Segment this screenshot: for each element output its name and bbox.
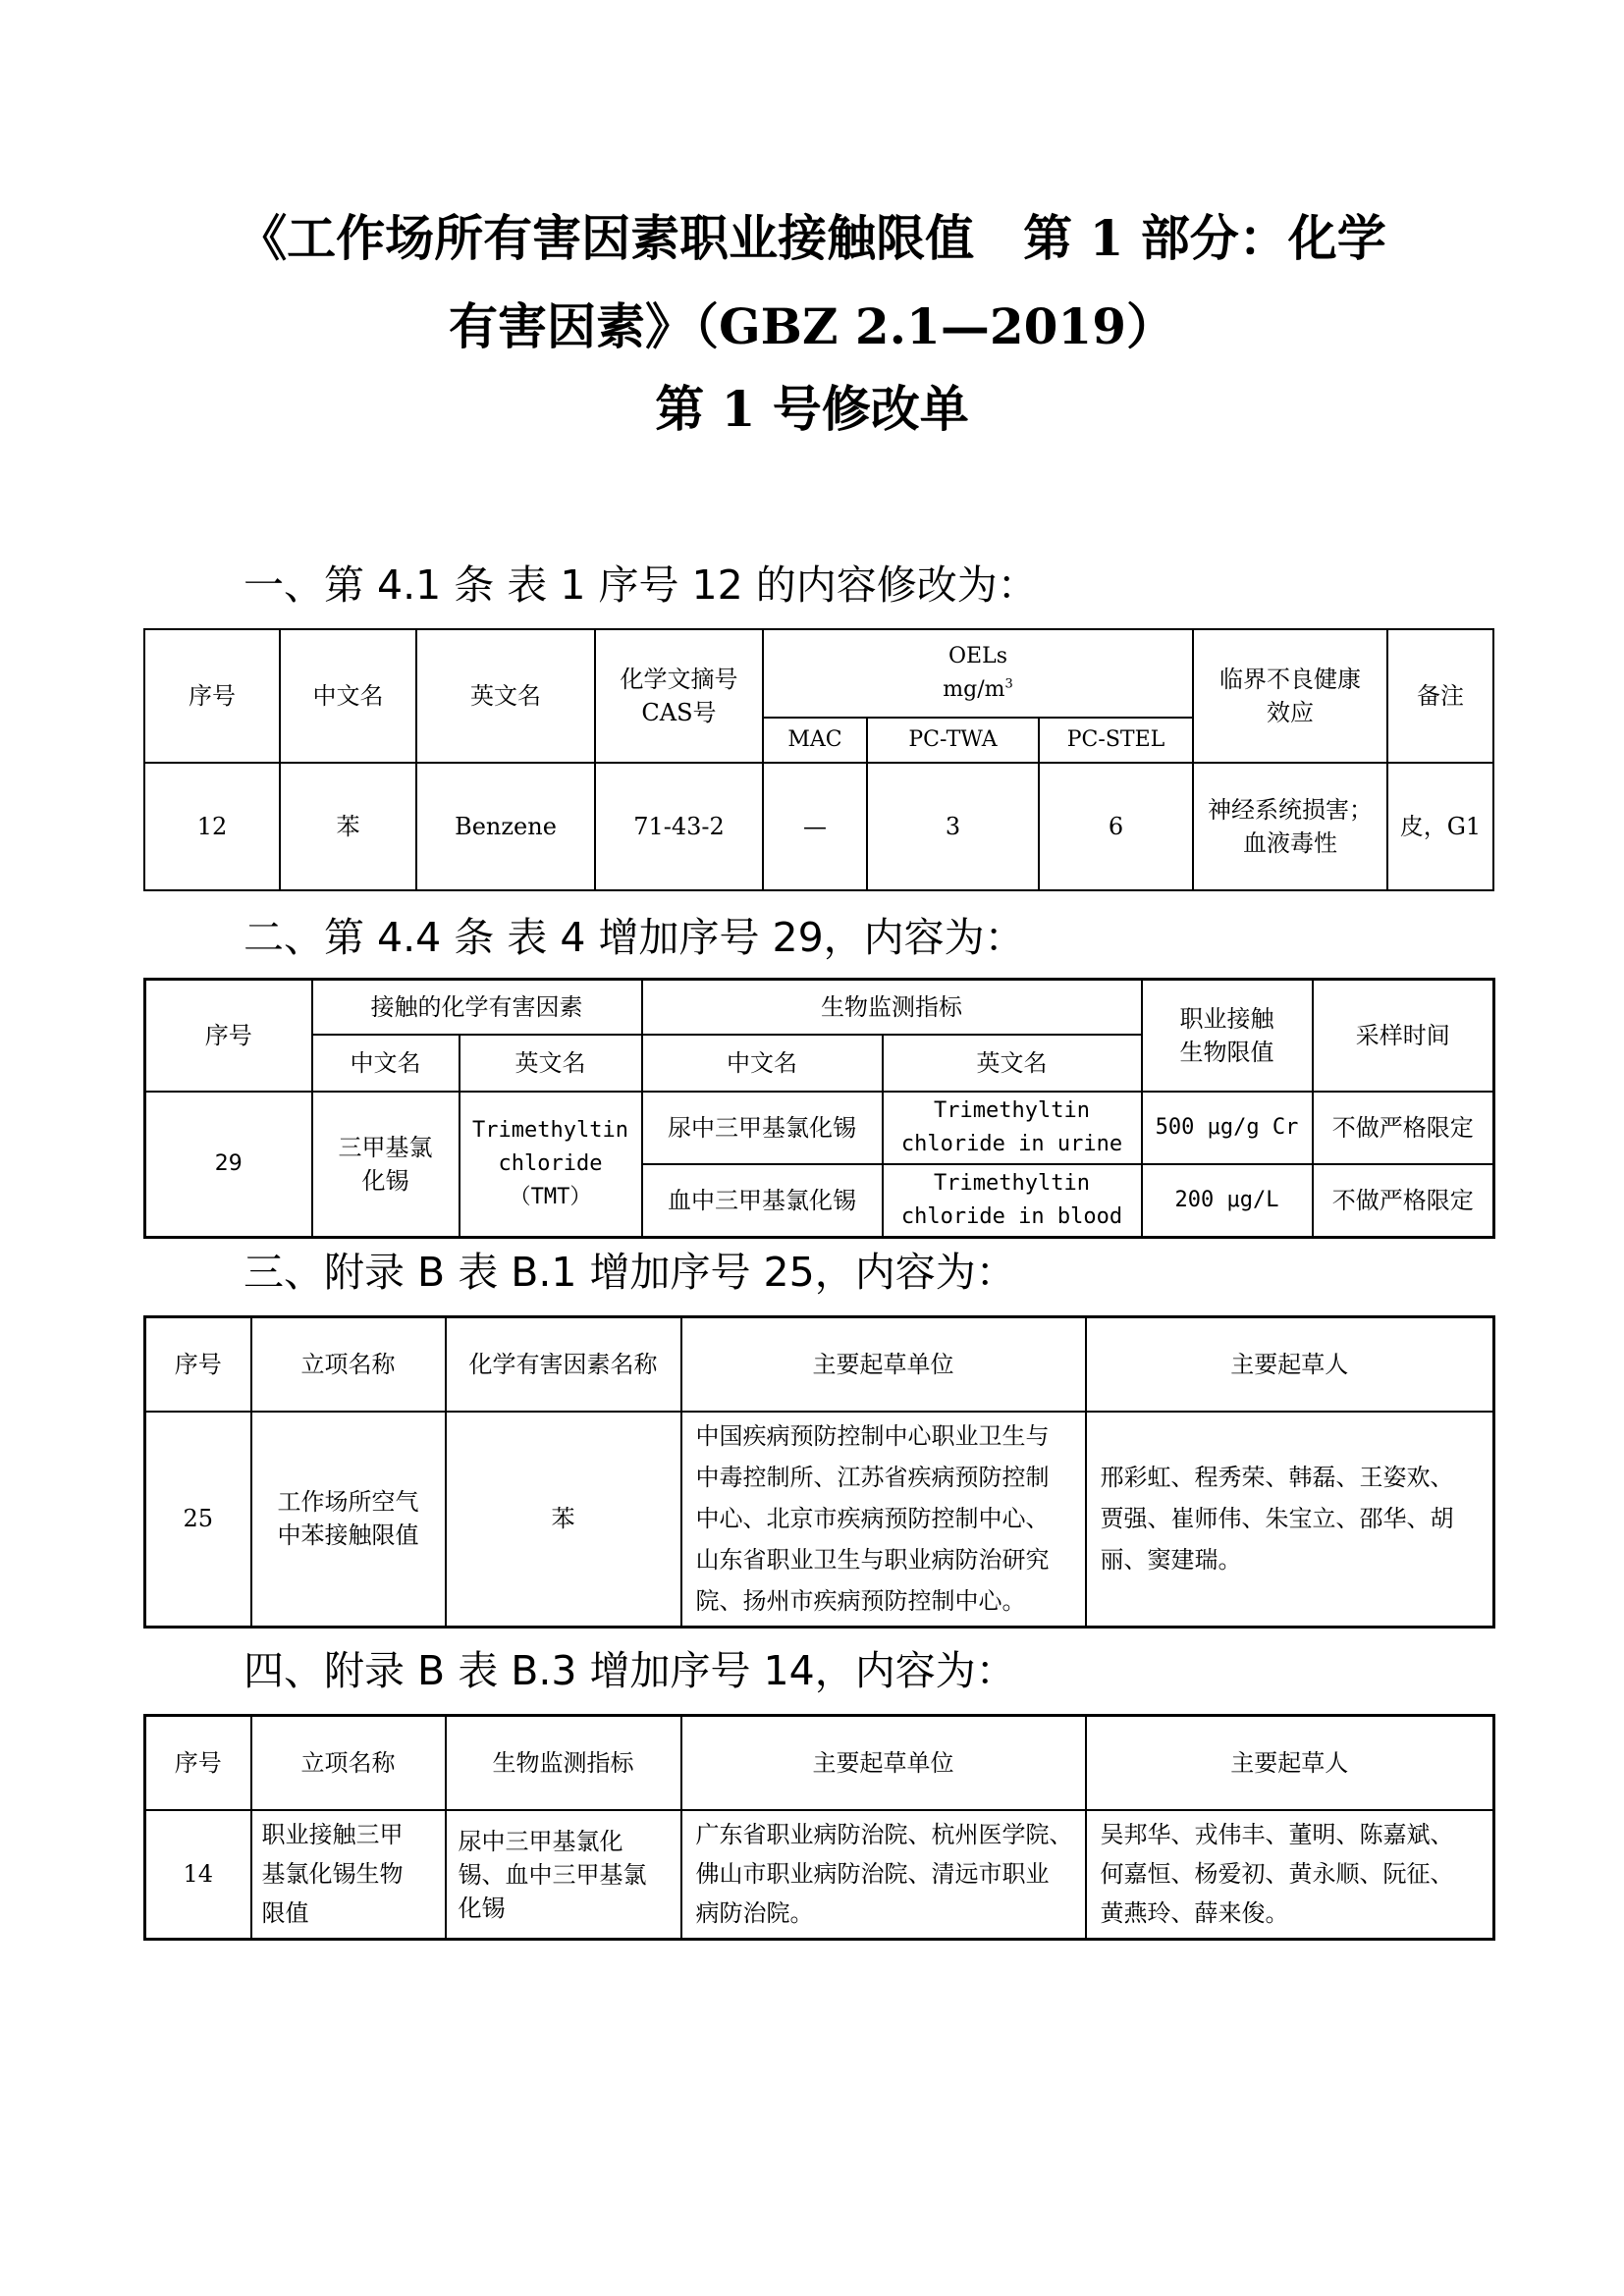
- header-mac: MAC: [763, 718, 867, 763]
- cell-indicator-line: 尿中三甲基氯化: [458, 1827, 623, 1855]
- cell-remark: 皮，G1: [1387, 763, 1493, 890]
- header-cas: [595, 629, 763, 763]
- cell-drafters: [1086, 1412, 1494, 1628]
- cell-project-line2: 中苯接触限值: [277, 1522, 419, 1550]
- document-title-line-1: 《工作场所有害因素职业接触限值 第 1 部分：化学: [238, 209, 1386, 267]
- cell-limit: 200 μg/L: [1142, 1164, 1313, 1238]
- cell-limit: 500 μg/g Cr: [1142, 1092, 1313, 1164]
- cell-bio-en-line1: Trimethyltin: [934, 1097, 1090, 1123]
- header-cas-line2: CAS号: [641, 699, 717, 726]
- section-3-table: [143, 1315, 1495, 1629]
- cell-bio-en-line2: chloride in urine: [900, 1131, 1123, 1156]
- cell-indicator-line: 锡、血中三甲基氯: [458, 1860, 647, 1889]
- header-seq: 序号: [145, 1317, 251, 1412]
- cell-drafters-line: 丽、窦建瑞。: [1100, 1546, 1242, 1575]
- cell-units: [681, 1412, 1086, 1628]
- header-limit-line1: 职业接触: [1179, 1004, 1274, 1033]
- cell-units-line: 山东省职业卫生与职业病防治研究: [695, 1546, 1050, 1575]
- cell-seq: 12: [144, 763, 280, 890]
- cell-seq: 14: [145, 1810, 251, 1940]
- header-units: 主要起草单位: [681, 1716, 1086, 1810]
- cell-cn-name: 苯: [280, 763, 416, 890]
- header-agent: 化学有害因素名称: [446, 1317, 681, 1412]
- cell-bio-en: [883, 1164, 1142, 1238]
- header-effect-line1: 临界不良健康: [1219, 666, 1361, 693]
- cell-drafters: [1086, 1810, 1494, 1940]
- cell-effect: [1193, 763, 1387, 890]
- header-cn-name: 中文名: [312, 1035, 460, 1092]
- cell-indicator: [446, 1810, 681, 1940]
- section-4-table: [143, 1714, 1495, 1941]
- cell-seq: 25: [145, 1412, 251, 1628]
- header-drafters: 主要起草人: [1086, 1716, 1494, 1810]
- cell-cn-name-line1: 三甲基氯: [338, 1133, 433, 1161]
- cell-drafters-line: 贾强、崔师伟、朱宝立、邵华、胡: [1100, 1505, 1454, 1533]
- header-project: 立项名称: [251, 1716, 446, 1810]
- cell-project-line: 基氯化锡生物: [261, 1860, 404, 1889]
- header-effect-line2: 效应: [1267, 699, 1314, 726]
- table-row: [145, 1092, 1494, 1164]
- table-row: [144, 763, 1493, 890]
- cell-pc-twa: 3: [867, 763, 1039, 890]
- header-limit: [1142, 980, 1313, 1092]
- header-cas-line1: 化学文摘号: [620, 666, 738, 693]
- cell-project-line: 职业接触三甲: [261, 1821, 404, 1849]
- cell-units-line: 中心、北京市疾病预防控制中心、: [695, 1505, 1050, 1533]
- section-4-heading: 四、附录 B 表 B.3 增加序号 14，内容为：: [244, 1647, 1016, 1694]
- cell-cn-name-line2: 化锡: [361, 1166, 409, 1195]
- cell-drafters-line: 何嘉恒、杨爱初、黄永顺、阮征、: [1100, 1860, 1454, 1889]
- cell-sampling: 不做严格限定: [1313, 1092, 1494, 1164]
- table-row: [145, 1412, 1494, 1628]
- header-en-name: 英文名: [416, 629, 595, 763]
- header-seq: 序号: [145, 980, 312, 1092]
- cell-project: [251, 1412, 446, 1628]
- table-row: [145, 1810, 1494, 1940]
- cell-bio-en-line1: Trimethyltin: [934, 1170, 1090, 1196]
- header-cn-name: 中文名: [280, 629, 416, 763]
- cell-bio-cn: 血中三甲基氯化锡: [642, 1164, 883, 1238]
- cell-en-name-line1: Trimethyltin: [472, 1117, 628, 1143]
- document-title-line-3: 第 1 号修改单: [655, 380, 969, 438]
- header-bio-group: 生物监测指标: [642, 980, 1142, 1035]
- header-agent-group: 接触的化学有害因素: [312, 980, 642, 1035]
- cell-indicator-line: 化锡: [458, 1894, 506, 1922]
- header-oels: [763, 629, 1193, 718]
- header-oels-unit: $mg/m^3$: [943, 676, 1013, 702]
- cell-project-line1: 工作场所空气: [277, 1488, 419, 1517]
- cell-units-line: 中毒控制所、江苏省疾病预防控制: [695, 1464, 1050, 1492]
- header-bio-cn: 中文名: [642, 1035, 883, 1092]
- cell-units-line: 病防治院。: [695, 1899, 814, 1928]
- cell-sampling: 不做严格限定: [1313, 1164, 1494, 1238]
- cell-drafters-line: 邢彩虹、程秀荣、韩磊、王姿欢、: [1100, 1464, 1454, 1492]
- section-2-heading: 二、第 4.4 条 表 4 增加序号 29，内容为：: [244, 914, 1025, 961]
- header-pc-stel: PC-STEL: [1039, 718, 1193, 763]
- cell-mac: —: [763, 763, 867, 890]
- cell-pc-stel: 6: [1039, 763, 1193, 890]
- cell-units-line: 广东省职业病防治院、杭州医学院、: [695, 1821, 1073, 1849]
- header-drafters: 主要起草人: [1086, 1317, 1494, 1412]
- header-units: 主要起草单位: [681, 1317, 1086, 1412]
- document-title-line-2: 有害因素》（GBZ 2.1—2019）: [448, 297, 1175, 355]
- header-project: 立项名称: [251, 1317, 446, 1412]
- header-remark: 备注: [1387, 629, 1493, 763]
- header-sampling: 采样时间: [1313, 980, 1494, 1092]
- cell-en-name-line2: chloride: [498, 1150, 603, 1176]
- cell-en-name-line3: （TMT）: [509, 1184, 592, 1209]
- cell-bio-en: [883, 1092, 1142, 1164]
- cell-drafters-line: 黄燕玲、薛来俊。: [1100, 1899, 1289, 1928]
- header-pc-twa: PC-TWA: [867, 718, 1039, 763]
- header-indicator: 生物监测指标: [446, 1716, 681, 1810]
- cell-bio-en-line2: chloride in blood: [900, 1203, 1123, 1229]
- header-effect: [1193, 629, 1387, 763]
- cell-units-line: 中国疾病预防控制中心职业卫生与: [695, 1422, 1050, 1451]
- cell-en-name: Benzene: [416, 763, 595, 890]
- header-seq: 序号: [144, 629, 280, 763]
- cell-cn-name: [312, 1092, 460, 1238]
- cell-effect-line1: 神经系统损害；: [1208, 796, 1373, 824]
- cell-seq: 29: [145, 1092, 312, 1238]
- cell-cas: 71-43-2: [595, 763, 763, 890]
- header-oels-label: OELs: [948, 644, 1007, 668]
- cell-drafters-line: 吴邦华、戎伟丰、董明、陈嘉斌、: [1100, 1821, 1454, 1849]
- cell-en-name: [460, 1092, 642, 1238]
- header-en-name: 英文名: [460, 1035, 642, 1092]
- section-2-table: [143, 978, 1495, 1239]
- header-limit-line2: 生物限值: [1179, 1038, 1274, 1066]
- section-1-table: [143, 628, 1494, 891]
- header-seq: 序号: [145, 1716, 251, 1810]
- cell-units-line: 院、扬州市疾病预防控制中心。: [695, 1587, 1026, 1616]
- section-3-heading: 三、附录 B 表 B.1 增加序号 25，内容为：: [244, 1249, 1016, 1296]
- cell-units-line: 佛山市职业病防治院、清远市职业: [695, 1860, 1050, 1889]
- cell-agent: 苯: [446, 1412, 681, 1628]
- cell-project: [251, 1810, 446, 1940]
- cell-effect-line2: 血液毒性: [1243, 829, 1337, 857]
- cell-units: [681, 1810, 1086, 1940]
- cell-project-line: 限值: [261, 1899, 309, 1928]
- section-1-heading: 一、第 4.1 条 表 1 序号 12 的内容修改为：: [244, 561, 1038, 609]
- cell-bio-cn: 尿中三甲基氯化锡: [642, 1092, 883, 1164]
- header-bio-en: 英文名: [883, 1035, 1142, 1092]
